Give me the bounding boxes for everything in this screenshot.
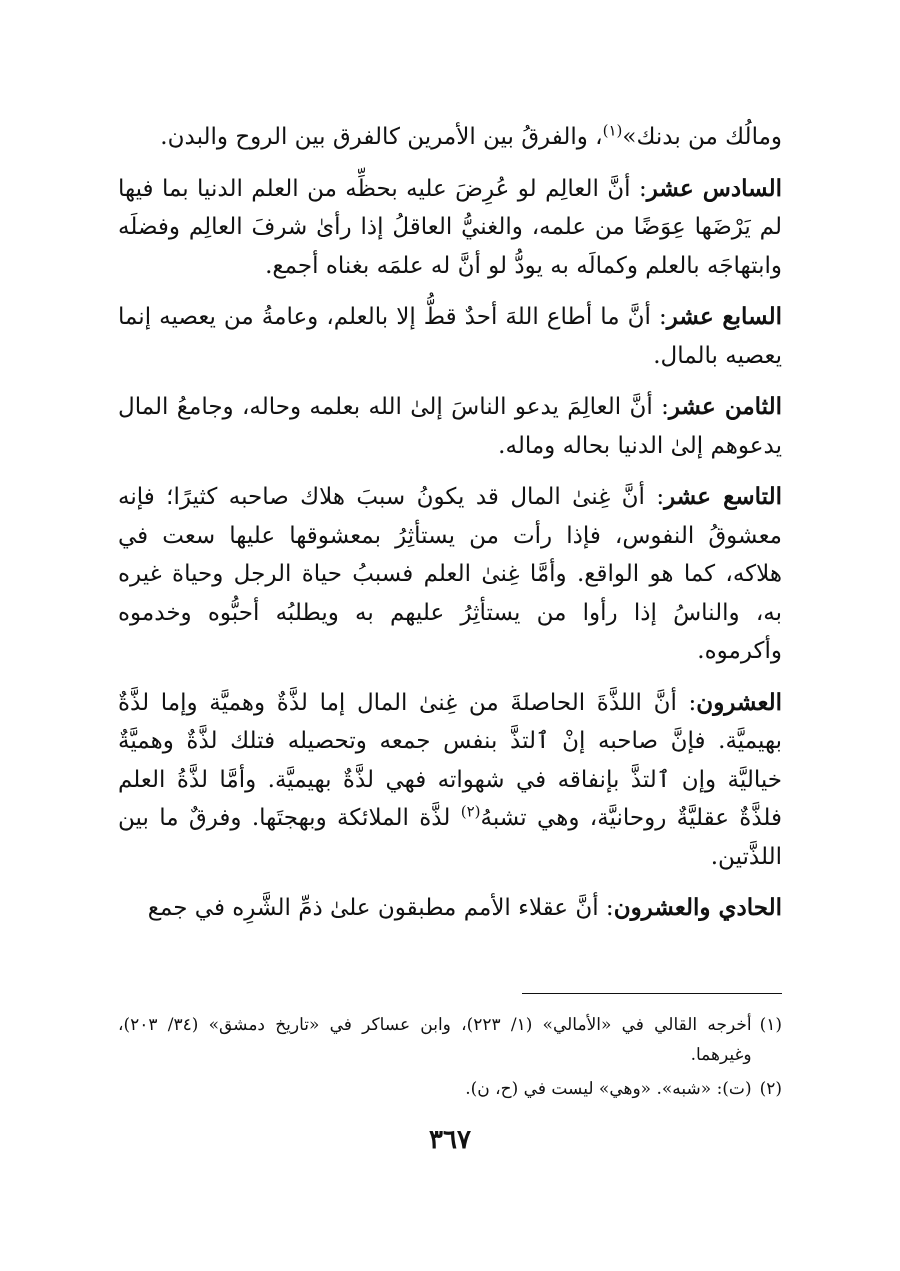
paragraph-twenty-first [118, 889, 782, 928]
paragraph-twentieth [118, 684, 782, 877]
paragraph-text: : أنَّ ما أطاع اللهَ أحدٌ قطُّ إلا بالعلم، وعامةُ من يعصيه إنما يعصيه بالمال. [118, 304, 782, 369]
paragraph-continuation [118, 118, 782, 157]
paragraph-text: لذَّة الملائكة وبهجتَها. وفرقٌ ما بين اللذَّتين. [118, 805, 782, 870]
paragraph-text: : أنَّ العالِمَ يدعو الناسَ إلىٰ الله بعلمه وحاله، وجامعُ المال يدعوهم إلىٰ الدنيا بحاله وماله. [118, 394, 782, 459]
footnotes [118, 1010, 782, 1108]
paragraph-text: ، والفرقُ بين الأمرين كالفرق بين الروح والبدن. [160, 124, 603, 150]
paragraph-text: : أنَّ العالِم لو عُرِضَ عليه بحظِّه من العلم الدنيا بما فيها لم يَرْضَها عِوَضًا من علمه، والغنيُّ العاقلُ إذا رأىٰ شرفَ العالِم وفضلَه وابتهاجَه بالعلم وكمالَه به يودُّ لو أنَّ له علمَه بغناه أجمع. [118, 175, 782, 279]
footnote-item [118, 1074, 782, 1104]
paragraph-sixteenth [118, 170, 782, 286]
paragraph-text: : أنَّ غِنىٰ المال قد يكونُ سببَ هلاك صاحبه كثيرًا؛ فإنه معشوقُ النفوس، فإذا رأت من يستأثِرُ بمعشوقها عليها سعت في هلاكه، كما هو الواقع. وأمَّا غِنىٰ العلم فسببُ حياة الرجل وحياة غيره به، والناسُ إذا رأوا من يستأثِرُ عليهم به ويطلبُه أحبُّوه وخدموه وأكرموه. [118, 484, 782, 664]
paragraph-heading: السابع عشر [666, 303, 782, 330]
paragraph-text: ومالُك من بدنك» [622, 124, 782, 150]
footnote-text: أخرجه القالي في «الأمالي» (١/ ٢٢٣)، وابن عساكر في «تاريخ دمشق» (٣٤/ ٢٠٣)، وغيرهما. [118, 1015, 752, 1065]
paragraph-heading: الحادي والعشرون [613, 894, 782, 921]
footnote-number: (١) [759, 1015, 782, 1035]
paragraph-heading: السادس عشر [646, 174, 783, 202]
footnote-item [118, 1010, 782, 1070]
paragraph-nineteenth [118, 478, 782, 671]
footnote-number: (٢) [759, 1079, 782, 1099]
paragraph-eighteenth [118, 388, 782, 465]
paragraph-heading: العشرون [696, 688, 782, 716]
paragraph-text: : أنَّ اللذَّةَ الحاصلةَ من غِنىٰ المال إما لذَّةٌ وهميَّة وإما لذَّةٌ بهيميَّة. فإنَّ صاحبه إنْ ٱلتذَّ بنفس جمعه وتحصيله فتلك لذَّةٌ وهميَّةٌ خياليَّة وإن ٱلتذَّ بإنفاقه في شهواته فهي لذَّةٌ بهيميَّة. وأمَّا لذَّةُ العلم فلذَّةٌ عقليَّةٌ روحانيَّة، وهي تشبهُ [118, 689, 783, 831]
footnote-divider [522, 993, 782, 994]
footnote-ref[interactable]: (١) [602, 121, 623, 140]
paragraph-text: : أنَّ عقلاء الأمم مطبقون علىٰ ذمِّ الشَّرِه في جمع [147, 895, 614, 921]
footnote-text: (ت): «شبه». «وهي» ليست في (ح، ن). [465, 1079, 752, 1099]
footnote-ref[interactable]: (٢) [460, 802, 481, 821]
page-body [118, 118, 782, 1131]
paragraph-heading: الثامن عشر [668, 393, 782, 420]
paragraph-seventeenth [118, 298, 782, 375]
page-number: ٣٦٧ [429, 1125, 471, 1155]
paragraph-heading: التاسع عشر [664, 483, 782, 510]
